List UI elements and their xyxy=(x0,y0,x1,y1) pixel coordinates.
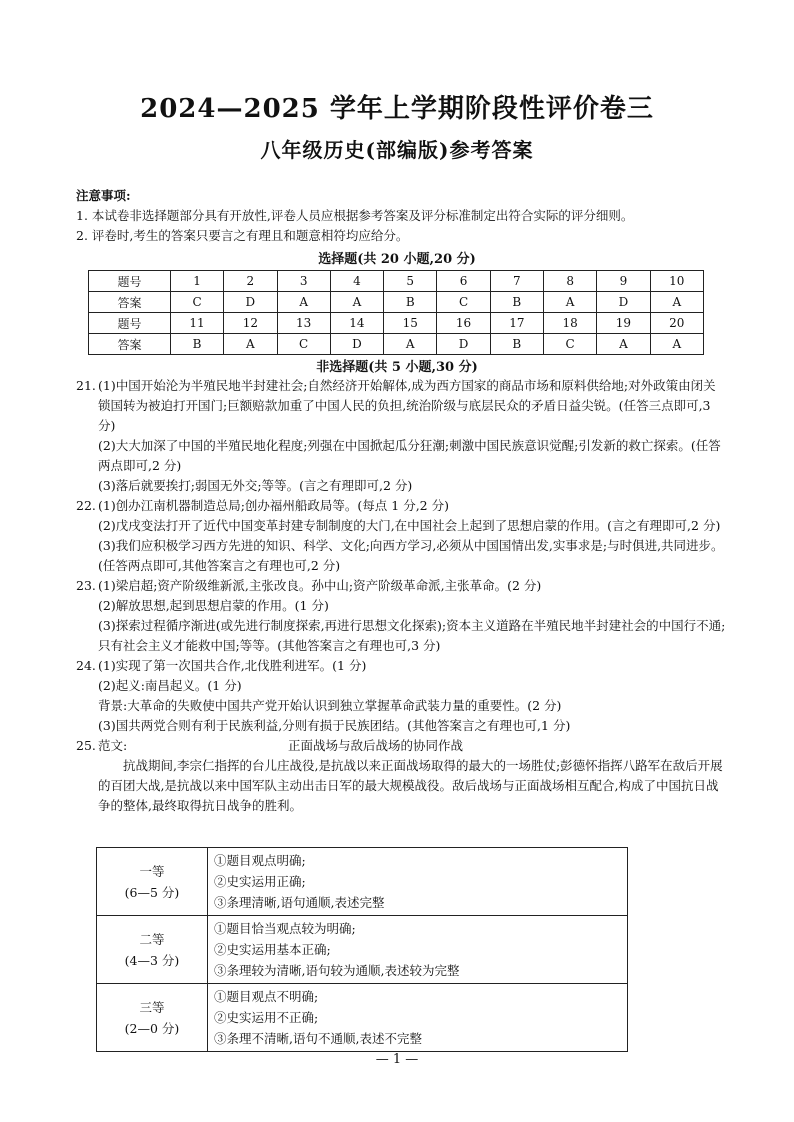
question-number: 1 xyxy=(170,271,223,292)
answer-part: (2)大大加深了中国的半殖民地化程度;列强在中国掀起瓜分狂潮;刺激中国民族意识觉醒;引发新的救亡探索。(任答两点即可,2 分) xyxy=(98,438,721,473)
answer-part: (2)戊戌变法打开了近代中国变革封建专制制度的大门,在中国社会上起到了思想启蒙的作用。(言之有理即可,2 分) xyxy=(98,518,721,533)
question-number: 11 xyxy=(170,313,223,334)
question-21 xyxy=(76,376,726,496)
criterion: ②史实运用不正确; xyxy=(214,1010,319,1025)
essay-title: 正面战场与敌后战场的协同作战 xyxy=(288,738,464,753)
grade-criteria xyxy=(208,984,628,1052)
table-row xyxy=(97,916,628,984)
answer-part: (3)探索过程循序渐进(或先进行制度探索,再进行思想文化探索);资本主义道路在半殖民地半封建社会的中国行不通;只有社会主义才能救中国;等等。(其他答案言之有理也可,3 分) xyxy=(98,618,726,653)
answer-cell: A xyxy=(597,334,650,355)
question-number: 12 xyxy=(224,313,277,334)
answer-part: (2)解放思想,起到思想启蒙的作用。(1 分) xyxy=(98,598,329,613)
mc-answer-table xyxy=(88,270,704,355)
question-number: 20 xyxy=(650,313,703,334)
note-item: 2. 评卷时,考生的答案只要言之有理且和题意相符均应给分。 xyxy=(76,228,409,243)
answer-cell: B xyxy=(384,292,437,313)
grade-name: 三等 xyxy=(139,999,165,1015)
answer-part: (1)梁启超;资产阶级维新派,主张改良。孙中山;资产阶级革命派,主张革命。(2 分) xyxy=(98,578,542,593)
answer-cell: C xyxy=(277,334,330,355)
answer-cell: A xyxy=(330,292,383,313)
answer-cell: A xyxy=(650,334,703,355)
answer-part: (3)我们应积极学习西方先进的知识、科学、文化;向西方学习,必须从中国国情出发,实事求是;与时俱进,共同进步。(任答两点即可,其他答案言之有理也可,2 分) xyxy=(98,538,724,573)
answer-cell: C xyxy=(543,334,596,355)
criterion: ②史实运用正确; xyxy=(214,874,306,889)
table-row xyxy=(89,271,704,292)
grade-name: 一等 xyxy=(139,863,165,879)
answer-cell: B xyxy=(490,334,543,355)
question-number: 19 xyxy=(597,313,650,334)
answer-cell: A xyxy=(384,334,437,355)
criterion: ②史实运用基本正确; xyxy=(214,942,331,957)
question-number: 10 xyxy=(650,271,703,292)
question-number: 17 xyxy=(490,313,543,334)
answer-cell: B xyxy=(170,334,223,355)
question-number: 8 xyxy=(543,271,596,292)
question-number: 14 xyxy=(330,313,383,334)
question-number: 16 xyxy=(437,313,490,334)
question-number: 15 xyxy=(384,313,437,334)
grade-level xyxy=(97,916,208,984)
answer-part: (1)实现了第一次国共合作,北伐胜利进军。(1 分) xyxy=(98,658,367,673)
answer-cell: C xyxy=(170,292,223,313)
answer-cell: D xyxy=(437,334,490,355)
table-row xyxy=(89,313,704,334)
criterion: ①题目恰当观点较为明确; xyxy=(214,921,356,936)
table-row xyxy=(89,292,704,313)
question-number: 4 xyxy=(330,271,383,292)
question-24 xyxy=(76,656,726,736)
notes-section xyxy=(76,186,736,246)
table-row xyxy=(97,984,628,1052)
question-number: 6 xyxy=(437,271,490,292)
answer-part: (1)创办江南机器制造总局;创办福州船政局等。(每点 1 分,2 分) xyxy=(98,498,449,513)
question-number: 22. xyxy=(76,498,96,513)
question-number: 21. xyxy=(76,378,96,393)
answer-part: (3)国共两党合则有利于民族利益,分则有损于民族团结。(其他答案言之有理也可,1 分) xyxy=(98,718,571,733)
answer-cell: D xyxy=(330,334,383,355)
essay-header xyxy=(98,736,726,756)
criterion: ③条理清晰,语句通顺,表述完整 xyxy=(214,895,385,910)
question-number: 25. xyxy=(76,738,96,753)
answer-cell: C xyxy=(437,292,490,313)
answer-cell: A xyxy=(277,292,330,313)
criterion: ①题目观点不明确; xyxy=(214,989,319,1004)
question-number: 23. xyxy=(76,578,96,593)
table-row xyxy=(89,334,704,355)
grade-name: 二等 xyxy=(139,931,165,947)
answer-cell: A xyxy=(224,334,277,355)
row-label: 答案 xyxy=(89,334,171,355)
question-number: 2 xyxy=(224,271,277,292)
grading-table xyxy=(96,847,628,1052)
grade-range: (2—0 分) xyxy=(124,1020,180,1036)
question-22 xyxy=(76,496,726,576)
question-number: 13 xyxy=(277,313,330,334)
grade-criteria xyxy=(208,916,628,984)
mc-heading: 选择题(共 20 小题,20 分) xyxy=(318,252,476,267)
answer-cell: D xyxy=(597,292,650,313)
answer-cell: D xyxy=(224,292,277,313)
notes-heading: 注意事项: xyxy=(76,188,131,203)
question-number: 5 xyxy=(384,271,437,292)
question-25 xyxy=(76,736,726,816)
criterion: ③条理不清晰,语句不通顺,表述不完整 xyxy=(214,1031,422,1046)
criterion: ①题目观点明确; xyxy=(214,853,306,868)
grade-criteria xyxy=(208,848,628,916)
answer-part: (2)起义:南昌起义。(1 分) xyxy=(98,678,242,693)
question-number: 3 xyxy=(277,271,330,292)
row-label: 答案 xyxy=(89,292,171,313)
page-subtitle: 八年级历史(部编版)参考答案 xyxy=(260,138,534,162)
row-label: 题号 xyxy=(89,271,171,292)
row-label: 题号 xyxy=(89,313,171,334)
answer-cell: A xyxy=(650,292,703,313)
open-answers xyxy=(76,376,726,816)
open-heading: 非选择题(共 5 小题,30 分) xyxy=(316,360,478,375)
question-23 xyxy=(76,576,726,656)
grade-range: (6—5 分) xyxy=(124,884,180,900)
grade-level xyxy=(97,848,208,916)
page-title: 2024—2025 学年上学期阶段性评价卷三 xyxy=(140,94,654,124)
answer-part: 背景:大革命的失败使中国共产党开始认识到独立掌握革命武装力量的重要性。(2 分) xyxy=(98,698,562,713)
grade-range: (4—3 分) xyxy=(124,952,180,968)
answer-part: (1)中国开始沦为半殖民地半封建社会;自然经济开始解体,成为西方国家的商品市场和原料供给地;对外政策由闭关锁国转为被迫打开国门;巨额赔款加重了中国人民的负担,统治阶级与底层民众的矛盾日益尖锐。(任答三点即可,3 分) xyxy=(98,378,716,433)
table-row xyxy=(97,848,628,916)
note-item: 1. 本试卷非选择题部分具有开放性,评卷人员应根据参考答案及评分标准制定出符合实际的评分细则。 xyxy=(76,208,634,223)
answer-cell: A xyxy=(543,292,596,313)
question-number: 24. xyxy=(76,658,96,673)
question-number: 9 xyxy=(597,271,650,292)
grade-level xyxy=(97,984,208,1052)
sample-label: 范文: xyxy=(98,738,128,753)
answer-part: (3)落后就要挨打;弱国无外交;等等。(言之有理即可,2 分) xyxy=(98,478,413,493)
question-number: 18 xyxy=(543,313,596,334)
answer-cell: B xyxy=(490,292,543,313)
criterion: ③条理较为清晰,语句较为通顺,表述较为完整 xyxy=(214,963,460,978)
question-number: 7 xyxy=(490,271,543,292)
page-number: — 1 — xyxy=(375,1052,419,1067)
essay-body: 抗战期间,李宗仁指挥的台儿庄战役,是抗战以来正面战场取得的最大的一场胜仗;彭德怀指挥八路军在敌后开展的百团大战,是抗战以来中国军队主动出击日军的最大规模战役。敌后战场与正面战场相互配合,构成了中国抗日战争的整体,最终取得抗日战争的胜利。 xyxy=(98,758,723,813)
